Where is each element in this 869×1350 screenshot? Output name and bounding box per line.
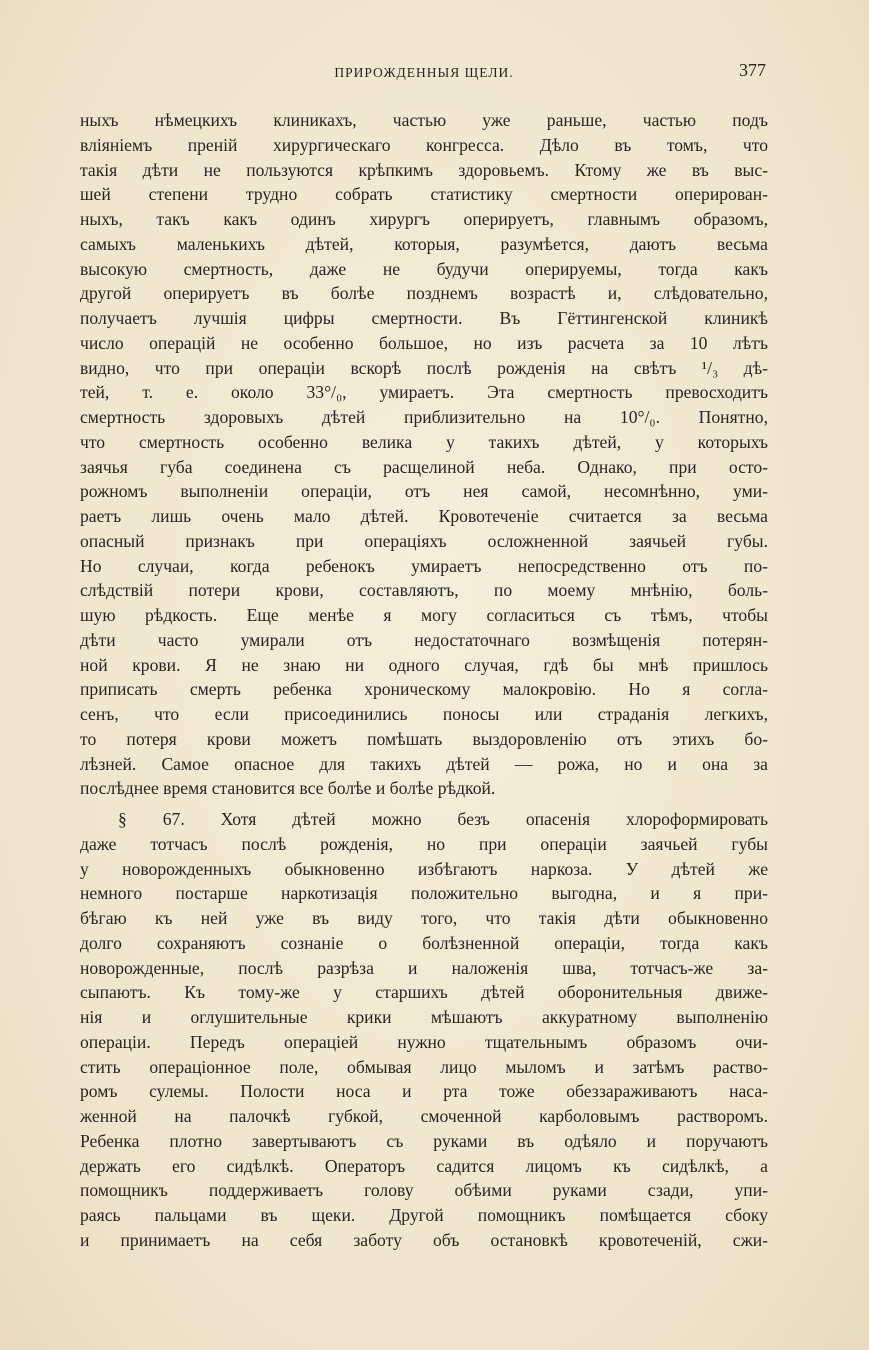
text-line: ныхъ нѣмецкихъ клиникахъ, частью уже раньше, частью подъ (80, 110, 768, 130)
text-line: ныхъ, такъ какъ одинъ хирургъ оперируетъ, главнымъ образомъ, (80, 209, 768, 229)
text-line: число операцій не особенно большое, но изъ расчета за 10 лѣтъ (80, 332, 768, 353)
text-line: раетъ лишь очень мало дѣтей. Кровотеченіе считается за весьма (80, 506, 768, 526)
text-line: высокую смертность, даже не будучи оперируемы, тогда какъ (80, 258, 768, 279)
text-line: такія дѣти не пользуются крѣпкимъ здоровьемъ. Ктому же въ выс- (80, 159, 768, 180)
text-line: приписать смерть ребенка хроническому малокровію. Но я согла- (80, 679, 768, 700)
text-line: опасный признакъ при операціяхъ осложненной заячьей губы. (80, 530, 768, 551)
text-line: то потеря крови можетъ помѣшать выздоровленію отъ этихъ бо- (80, 728, 768, 749)
text-line: смертность здоровыхъ дѣтей приблизительно на 10°/₀. Понятно, (80, 407, 768, 427)
text-line: Но случаи, когда ребенокъ умираетъ непосредственно отъ по- (80, 555, 768, 576)
text-line: у новорожденныхъ обыкновенно избѣгаютъ наркоза. У дѣтей же (80, 858, 768, 879)
text-line: ромъ сулемы. Полости носа и рта тоже обеззараживаютъ наса- (80, 1081, 768, 1102)
text-line: операціи. Передъ операціей нужно тщательнымъ образомъ очи- (80, 1031, 768, 1052)
text-line: помощникъ поддерживаетъ голову обѣими руками сзади, упи- (80, 1180, 768, 1201)
text-line: бѣгаю къ ней уже въ виду того, что такія дѣти обыкновенно (80, 908, 768, 928)
text-line: держать его сидѣлкѣ. Операторъ садится лицомъ къ сидѣлкѣ, а (80, 1155, 768, 1176)
text-line: дѣти часто умирали отъ недостаточнаго возмѣщенія потерян- (80, 629, 768, 650)
text-line: женной на палочкѣ губкой, смоченной карболовымъ растворомъ. (80, 1106, 768, 1126)
text-line: Ребенка плотно завертываютъ съ руками въ одѣяло и поручаютъ (80, 1130, 768, 1151)
text-line: стить операціонное поле, обмывая лицо мыломъ и затѣмъ раство- (80, 1056, 768, 1077)
running-title: ПРИРОЖДЕННЫЯ ЩЕЛИ. (334, 65, 514, 80)
text-line: раясь пальцами въ щеки. Другой помощникъ помѣщается сбоку (80, 1205, 768, 1225)
text-line: шую рѣдкость. Еще менѣе я могу согласиться съ тѣмъ, чтобы (80, 605, 768, 625)
paragraph-1 (80, 108, 768, 801)
text-line: рожномъ выполненіи операціи, отъ нея самой, несомнѣнно, уми- (80, 481, 768, 502)
text-line: даже тотчасъ послѣ рожденія, но при операціи заячьей губы (80, 833, 768, 854)
text-line: другой оперируетъ въ болѣе позднемъ возрастѣ и, слѣдовательно, (80, 283, 768, 304)
paragraph-2 (80, 807, 768, 1253)
text-line: § 67. Хотя дѣтей можно безъ опасенія хлороформировать (118, 809, 768, 829)
text-line: сенъ, что если присоединились поносы или страданія легкихъ, (80, 704, 768, 724)
text-line: послѣднее время становится все болѣе и болѣе рѣдкой. (80, 778, 496, 799)
body-text (80, 108, 768, 1253)
text-line: вліяніемъ преній хирургическаго конгресса. Дѣло въ томъ, что (80, 134, 768, 155)
page-header (80, 60, 768, 86)
text-line: получаетъ лучшія цифры смертности. Въ Гёттингенской клиникѣ (80, 308, 768, 328)
text-line: новорожденные, послѣ разрѣза и наложенія шва, тотчасъ-же за- (80, 957, 768, 978)
text-line: тей, т. е. около 33°/₀, умираетъ. Эта смертность превосходитъ (80, 382, 768, 403)
text-line: самыхъ маленькихъ дѣтей, которыя, разумѣется, даютъ весьма (80, 233, 768, 254)
text-line: и принимаетъ на себя заботу объ остановкѣ кровотеченій, сжи- (80, 1229, 768, 1250)
text-line: сыпаютъ. Къ тому-же у старшихъ дѣтей оборонительныя движе- (80, 982, 768, 1003)
text-line: лѣзней. Самое опасное для такихъ дѣтей — рожа, но и она за (80, 753, 768, 774)
text-line: немного постарше наркотизація положительно выгодна, и я при- (80, 883, 768, 904)
text-line: заячья губа соединена съ расщелиной неба. Однако, при осто- (80, 456, 768, 477)
text-line: нія и оглушительные крики мѣшаютъ аккуратному выполненію (80, 1007, 768, 1027)
text-line: что смертность особенно велика у такихъ дѣтей, у которыхъ (80, 431, 768, 452)
text-line: видно, что при операціи вскорѣ послѣ рожденія на свѣтъ ¹/₃ дѣ- (80, 357, 768, 378)
page-number: 377 (739, 60, 766, 80)
text-line: долго сохраняютъ сознаніе о болѣзненной операціи, тогда какъ (80, 932, 768, 953)
text-line: шей степени трудно собрать статистику смертности оперирован- (80, 184, 768, 205)
text-line: ной крови. Я не знаю ни одного случая, гдѣ бы мнѣ пришлось (80, 654, 768, 675)
text-line: слѣдствій потери крови, составляютъ, по моему мнѣнію, боль- (80, 580, 768, 601)
